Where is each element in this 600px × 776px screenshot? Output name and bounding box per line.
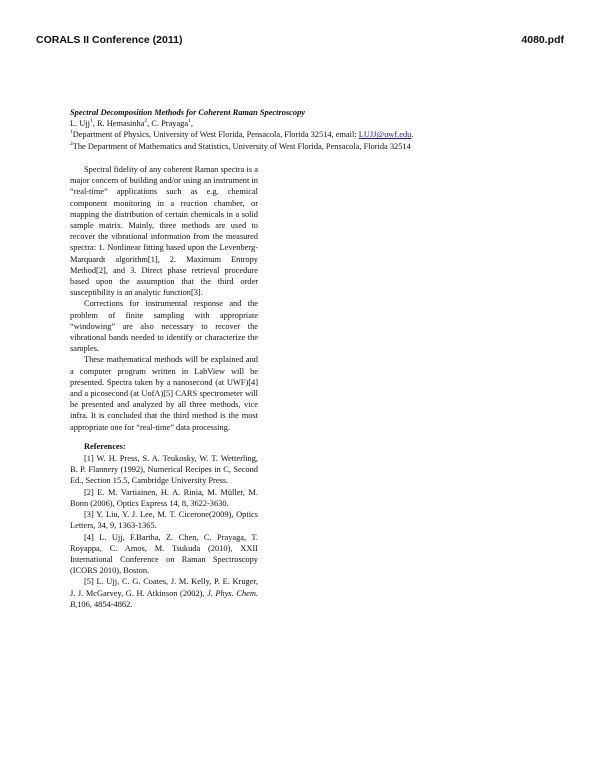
affiliation-tail: . [411, 130, 414, 140]
abstract-column [70, 164, 258, 610]
reference-text: ,106, 4854-4862. [75, 599, 133, 609]
affiliation-text: Department of Physics, University of West Florida, Pensacola, Florida 32514, email: [72, 130, 359, 140]
reference-item: [3] Y. Liu, Y. J. Lee, M. T. Cicerone(2009), Optics Letters, 34, 9, 1363-1365. [70, 510, 258, 531]
author-trail: , [190, 119, 193, 129]
author-separator: , [92, 119, 97, 129]
page-header [36, 34, 564, 48]
affiliation-number: 1 [70, 129, 73, 136]
author-name: R. Hemasinha [96, 119, 145, 129]
body-paragraph: Spectral fidelity of any coherent Raman spectra is a major concern of building and/or using an instrument in “real-time” applications such as e.g. chemical component monitoring in a reaction chamber, or mapping the distribution of certain chemicals in a solid sample matrix. Mainly, three methods are used to recover the vibrational information from the measured spectra: 1. Nonlinear fitting based upon the Levenberg-Marquardt algorithm[1], 2. Maximum Entropy Method[2], and 3. Direct phase retrieval procedure based upon the assumption that the third order susceptibility is an analytic function[3]. [70, 165, 258, 298]
author-separator: , [147, 119, 152, 129]
document-id: 4080.pdf [521, 34, 564, 46]
paper-title: Spectral Decomposition Methods for Coherent Raman Spectroscopy [70, 108, 305, 117]
reference-text: [5] L. Ujj, C. G. Coates, J. M. Kelly, P. E. Kruger, J. J. McGarvey, G. H. Atkinson (2002), [70, 577, 258, 598]
affiliation-2 [70, 141, 540, 152]
affiliation-marker: 2 [144, 118, 148, 125]
journal-name: J. Phys. Chem. B [70, 588, 258, 609]
reference-item: [2] E. M. Vartiainen, H. A. Rinia, M. Müller, M. Bonn (2006), Optics Express 14, 8, 3622-3630. [70, 487, 258, 508]
body-paragraph: These mathematical methods will be explained and a computer program written in LabView will be presented. Spectra taken by a nanosecond (at UWF)[4] and a picosecond (at UofA)[5] CARS spectrometer will be presented and analyzed by all three methods, vice infra. It is concluded that the third method is the most appropriate one for “real-time” data processing. [70, 355, 258, 432]
author-list [70, 118, 540, 129]
references-heading: References: [84, 441, 126, 451]
title-block [70, 107, 540, 152]
email-link[interactable]: LUJJ@uwf.edu [358, 130, 412, 140]
author-name: L. Ujj [70, 119, 91, 129]
affiliation-number: 2 [70, 140, 73, 147]
affiliation-text: The Department of Mathematics and Statistics, University of West Florida, Pensacola, Florida 32514 [72, 141, 411, 151]
body-paragraph: Corrections for instrumental response and the problem of finite sampling with appropriate “windowing” are also necessary to recover the vibrational bands needed to identify or characterize the samples. [70, 299, 258, 354]
affiliation-marker: 1 [188, 118, 191, 125]
reference-item: [4] L. Ujj, F.Bartha, Z. Chen, C. Prayaga, T. Royappa, C. Amos, M. Tsukuda (2010), XXII International Conference on Raman Spectroscopy (ICORS 2010), Boston. [70, 532, 258, 576]
author-name: C. Prayaga [151, 119, 189, 129]
affiliation-marker: 1 [90, 118, 93, 125]
reference-item: [1] W. H. Press, S. A. Teukosky, W. T. Wetterling, B. P. Flannery (1992), Numerical Recipes in C, Second Ed., Section 15.5, Cambridge University Press. [70, 454, 258, 486]
reference-item [70, 576, 258, 610]
conference-name: CORALS II Conference (2011) [36, 34, 183, 46]
affiliation-1 [70, 129, 540, 140]
